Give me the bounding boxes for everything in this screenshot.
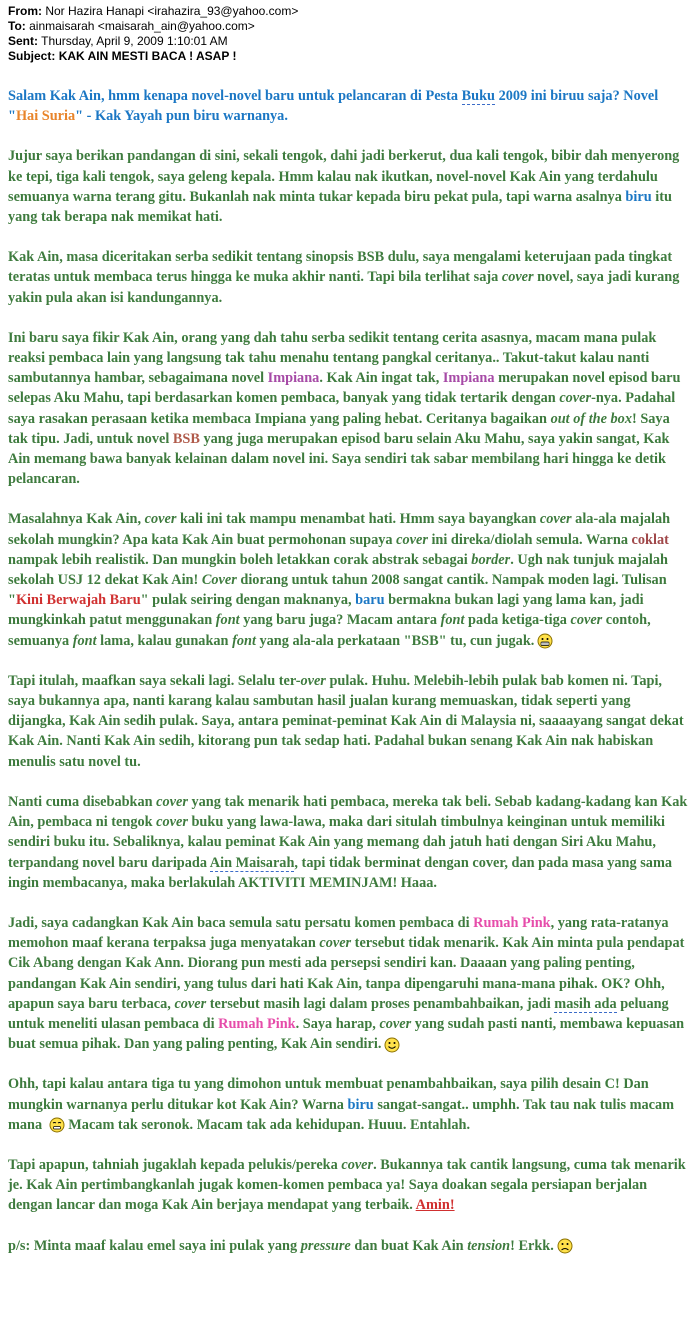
text-run: . Ugh nak tunjuk majalah sekolah USJ 12 dekat Kak Ain! xyxy=(8,551,668,589)
link-ain-maisarah[interactable]: Ain Maisarah xyxy=(209,854,295,871)
text-run: buku yang lawa-lawa, maka dari situlah timbulnya keinginan untuk memiliki sendiri buku itu. Sebaliknya, kalau peminat Kak Ain yang memang dah jatuh hati dengan Siri Aku Mahu, terpandang novel baru daripada xyxy=(8,814,665,871)
paragraph-2 xyxy=(8,146,688,227)
hai-suria-text: Hai Suria xyxy=(15,108,76,125)
text-run: biru xyxy=(347,1096,374,1113)
text-run: " - Kak Yayah pun biru warnanya. xyxy=(75,108,288,125)
subject-value: KAK AIN MESTI BACA ! ASAP ! xyxy=(58,49,237,63)
text-run: peluang untuk meneliti ulasan pembaca di xyxy=(8,995,669,1032)
sent-label: Sent: xyxy=(8,34,38,48)
text-run: yang baru juga? Macam antara xyxy=(239,612,441,629)
text-run: p/s: Minta maaf kalau emel saya ini pulak yang xyxy=(8,1237,301,1254)
text-run: . Saya harap, xyxy=(295,1015,380,1032)
text-run: Tapi apapun, tahniah jugaklah kepada pelukis/pereka xyxy=(8,1156,342,1173)
paragraph-9 xyxy=(8,1074,688,1135)
text-run: tersebut tidak menarik. Kak Ain minta pula pendapat Cik Abang dengan Kak Ann. Diorang pun mesti ada persepsi sendiri kan. Daaaan yang paling penting, pandangan Kak Ain sendiri, yang tulus dari hati Kak Ain, tanpa dipengaruhi mana-mana pihak. OK? Ohh, apapun saya baru terbaca, xyxy=(8,935,685,1012)
text-run: biru xyxy=(625,188,652,205)
paragraph-8 xyxy=(8,913,688,1054)
text-run: tension xyxy=(467,1237,511,1254)
text-run: cover xyxy=(156,814,188,831)
text-run: . Kak Ain ingat tak, xyxy=(319,370,443,387)
text-run: Kini Berwajah Baru xyxy=(15,592,141,609)
paragraph-6 xyxy=(8,671,688,772)
text-run: yang juga merupakan episod baru selain Aku Mahu, saya yakin sangat, Kak Ain memang bawa banyak kelainan dalam novel ini. Saya sendiri tak sabar membilang hari hingga ke detik pelancaran. xyxy=(8,430,670,488)
text-run: Jadi, saya cadangkan Kak Ain baca semula satu persatu komen pembaca di xyxy=(8,914,474,931)
paragraph-7 xyxy=(8,792,688,893)
sent-row xyxy=(8,34,298,49)
text-run: sangat-sangat.. umphh. Tak tau nak tulis macam mana xyxy=(8,1096,675,1133)
text-run: Kak Ain, masa diceritakan serba sedikit tentang sinopsis BSB dulu, saya mengalami keterujaan pada tingkat teratas untuk membaca terus hingga ke muka akhir nanti. Tapi bila terlihat saja xyxy=(8,249,673,286)
text-run: kali ini tak mampu menambat hati. Hmm saya bayangkan xyxy=(176,511,540,528)
subject-row xyxy=(8,49,298,64)
text-run: 2009 ini biruu saja? Novel " xyxy=(8,88,659,125)
grin-emoticon-icon xyxy=(537,633,553,649)
text-run: " pulak seiring dengan maknanya, xyxy=(140,592,356,609)
text-run: yang sudah pasti nanti, membawa kepuasan buat semua pihak. Dan yang paling penting, Kak Ain sendiri. xyxy=(8,1015,685,1053)
text-run: novel, saya jadi kurang yakin pula akan isi kandungannya. xyxy=(8,269,680,306)
text-run: font xyxy=(215,612,240,629)
text-run: lama, kalau gunakan xyxy=(96,632,233,649)
text-run: Impiana xyxy=(442,370,495,387)
paragraph-intro xyxy=(8,86,688,126)
text-run: cover xyxy=(539,511,572,528)
text-run: Rumah Pink xyxy=(218,1015,296,1032)
text-run: pulak. Huhu. Melebih-lebih pulak bab komen ni. Tapi, saya bukannya apa, nanti karang kalau sambutan hasil jualan kurang memuaskan, tidak seperti yang dijangka, Kak Ain sedih pulak. Saya, antara peminat-peminat Kak Ain di Malaysia ni, saaaayang sangat dekat Kak Ain. Nanti Kak Ain sedih, kitorang pun tak sedap hati. Padahal bukan senang Kak Ain nak habiskan menulis satu novel tu. xyxy=(8,672,684,770)
text-run: pada ketiga-tiga xyxy=(464,612,571,629)
text-run: yang tak menarik hati pembaca, mereka tak beli. Sebab kadang-kadang kan Kak Ain, pembaca ni tengok xyxy=(8,793,688,831)
text-run: Cover xyxy=(201,572,237,589)
link-masih-ada[interactable]: masih ada xyxy=(554,995,617,1012)
text-run: cover xyxy=(319,935,352,952)
text-run: baru xyxy=(355,592,385,609)
from-label: From: xyxy=(8,4,42,18)
text-run: contoh, semuanya xyxy=(8,612,651,649)
text-run: Jujur saya berikan pandangan di sini, sekali tengok, dahi jadi berkerut, dua kali tengok, bibir dah menyerong ke tepi, tiga kali tengok, saya geleng kepala. Hmm kalau nak ikutkan, novel-novel Kak Ain yang terdahulu semuanya warna terang gitu. Bukanlah nak minta tukar kepada biru pekat pula, tapi warna asalnya xyxy=(8,148,680,205)
from-row xyxy=(8,4,298,19)
text-run: out of the box xyxy=(550,410,632,427)
text-run: cover xyxy=(559,390,592,407)
email-header xyxy=(8,4,298,64)
text-run: tersebut masih lagi dalam proses penambahbaikan, jadi xyxy=(206,995,555,1012)
email-body xyxy=(8,86,688,1276)
to-row xyxy=(8,19,298,34)
text-run: itu yang tak berapa nak memikat hati. xyxy=(8,188,672,226)
text-run: Impiana xyxy=(267,370,320,387)
text-run: , tapi tidak berminat dengan cover, dan pada masa yang sama ingin membacanya, maka berlakulah AKTIVITI MEMINJAM! Haaa. xyxy=(8,854,673,891)
sent-value: Thursday, April 9, 2009 1:10:01 AM xyxy=(41,34,228,48)
from-value[interactable]: Nor Hazira Hanapi <irahazira_93@yahoo.com> xyxy=(45,4,299,18)
paragraph-ps xyxy=(8,1236,688,1256)
to-label: To: xyxy=(8,19,26,33)
text-run: , yang rata-ratanya memohon maaf kerana terpaksa juga menyatakan xyxy=(8,914,669,952)
paragraph-5 xyxy=(8,509,688,650)
link-amin[interactable]: Amin! xyxy=(415,1197,455,1214)
text-run: cover xyxy=(501,269,534,286)
smile-emoticon-icon xyxy=(384,1037,400,1053)
text-run: ala-ala majalah sekolah mungkin? Apa kata Kak Ain buat permohonan supaya xyxy=(8,511,671,548)
text-run: cover xyxy=(396,531,428,548)
text-run: cover xyxy=(570,612,603,629)
text-run: BSB xyxy=(172,430,200,447)
text-run: Nanti cuma disebabkan xyxy=(8,793,157,810)
text-run: cover xyxy=(174,995,207,1012)
text-run: cover xyxy=(379,1015,412,1032)
text-run: over xyxy=(300,672,326,689)
text-run: -nya. Padahal saya rasakan perasaan ketika membaca Impiana yang paling hebat. Ceritanya bagaikan xyxy=(8,390,676,427)
paragraph-10 xyxy=(8,1155,688,1216)
paragraph-4 xyxy=(8,328,688,490)
text-run: Ini baru saya fikir Kak Ain, orang yang dah tahu serba sedikit tentang cerita asasnya, macam mana pulak reaksi pembaca lain yang langsung tak tahu menahu tentang pangkal ceritanya.. Takut-takut kalau nanti sambutannya hambar, sebagaimana novel xyxy=(8,329,657,387)
text-run: yang ala-ala perkataan "BSB" tu, cun jugak. xyxy=(255,632,535,649)
text-run: merupakan novel episod baru selepas Aku Mahu, tapi berdasarkan komen pembaca, banyak yang tidak tertarik dengan xyxy=(8,370,681,407)
embarrassed-emoticon-icon xyxy=(49,1117,65,1133)
text-run: . Bukannya tak cantik langsung, cuma tak menarik je. Kak Ain pertimbangkanlah jugak komen-komen pembaca ya! Saya doakan segala persiapan berjalan dengan lancar dan moga Kak Ain berjaya mendapat yang terbaik. xyxy=(8,1156,686,1214)
text-run: font xyxy=(440,612,465,629)
sad-emoticon-icon xyxy=(557,1238,573,1254)
text-run: cover xyxy=(144,511,177,528)
paragraph-3 xyxy=(8,247,688,308)
text-run: ! Saya tak tipu. Jadi, untuk novel xyxy=(8,410,670,447)
text-run: ! Erkk. xyxy=(510,1237,554,1254)
link-buku[interactable]: Buku xyxy=(461,88,495,104)
text-run: Ohh, tapi kalau antara tiga tu yang dimohon untuk membuat penambahbaikan, saya pilih desain C! Dan mungkin warnanya perlu ditukar kot Kak Ain? Warna xyxy=(8,1076,649,1113)
text-run: diorang untuk tahun 2008 sangat cantik. Nampak moden lagi. Tulisan " xyxy=(8,572,667,609)
text-run: font xyxy=(232,632,256,649)
text-run: coklat xyxy=(631,531,669,548)
text-run: Rumah Pink xyxy=(473,914,551,931)
text-run: Masalahnya Kak Ain, xyxy=(8,511,145,528)
text-run: Tapi itulah, maafkan saya sekali lagi. Selalu ter- xyxy=(8,672,301,689)
text-run: Salam Kak Ain, hmm kenapa novel-novel baru untuk pelancaran di Pesta xyxy=(8,88,462,104)
text-run: pressure xyxy=(300,1237,351,1254)
subject-label: Subject: xyxy=(8,49,56,63)
text-run: dan buat Kak Ain xyxy=(350,1237,468,1254)
to-value[interactable]: ainmaisarah <maisarah_ain@yahoo.com> xyxy=(29,19,255,33)
text-run: nampak lebih realistik. Dan mungkin boleh letakkan corak abstrak sebagai xyxy=(8,551,472,568)
text-run: ini direka/diolah semula. Warna xyxy=(427,531,632,548)
text-run: border xyxy=(471,551,511,568)
text-run: Macam tak seronok. Macam tak ada kehidupan. Huuu. Entahlah. xyxy=(64,1116,471,1133)
text-run: font xyxy=(72,632,97,649)
text-run: cover xyxy=(341,1156,374,1173)
text-run: cover xyxy=(156,793,188,810)
text-run: bermakna bukan lagi yang lama kan, jadi mungkinkah patut menggunakan xyxy=(8,592,644,629)
